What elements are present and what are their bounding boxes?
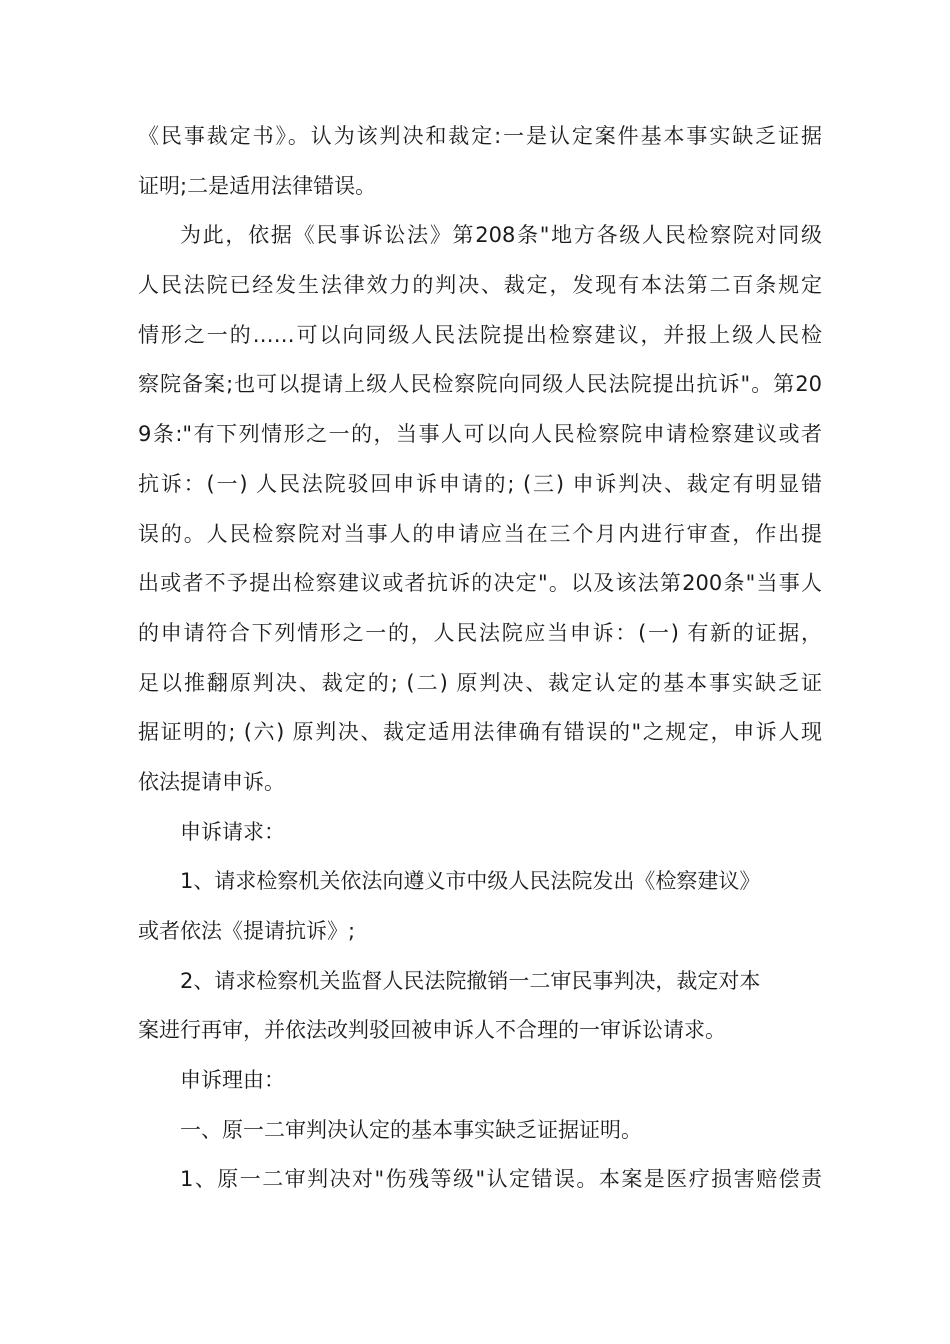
text-line: 出或者不予提出检察建议或者抗诉的决定"。以及该法第200条"当事人 [138,571,822,596]
text-line: 申诉请求： [180,819,285,844]
text-line: 1、原一二审判决对"伤残等级"认定错误。本案是医疗损害赔偿责 [180,1167,822,1192]
text-line: 为此，依据《民事诉讼法》第208条"地方各级人民检察院对同级 [180,223,822,248]
text-line: 足以推翻原判决、裁定的; (二) 原判决、裁定认定的基本事实缺乏证 [138,670,822,695]
text-line: 《民事裁定书》。认为该判决和裁定:一是认定案件基本事实缺乏证据 [138,124,822,148]
text-line: 2、请求检察机关监督人民法院撤销一二审民事判决，裁定对本 [180,968,761,993]
text-line: 误的。人民检察院对当事人的申请应当在三个月内进行审查，作出提 [138,521,822,546]
text-line: 1、请求检察机关依法向遵义市中级人民法院发出《检察建议》 [180,869,761,894]
document-body [138,112,822,1205]
text-line: 据证明的; (六) 原判决、裁定适用法律确有错误的"之规定，申诉人现 [138,720,822,745]
text-line: 察院备案;也可以提请上级人民检察院向同级人民法院提出抗诉"。第20 [138,372,822,397]
text-line: 或者依法《提请抗诉》; [138,919,356,943]
text-line: 人民法院已经发生法律效力的判决、裁定，发现有本法第二百条规定 [138,273,822,298]
text-line: 一、原一二审判决认定的基本事实缺乏证据证明。 [180,1117,642,1142]
text-line: 依法提请申诉。 [138,769,285,794]
text-line: 证明;二是适用法律错误。 [138,173,377,198]
text-line: 案进行再审，并依法改判驳回被申诉人不合理的一审诉讼请求。 [138,1018,726,1043]
text-line: 申诉理由： [180,1068,285,1093]
text-line: 9条:"有下列情形之一的，当事人可以向人民检察院申请检察建议或者 [138,422,822,447]
text-line: 抗诉：(一) 人民法院驳回申诉申请的; (三) 申诉判决、裁定有明显错 [138,471,822,496]
text-line: 情形之一的……可以向同级人民法院提出检察建议，并报上级人民检 [138,322,822,347]
text-line: 的申请符合下列情形之一的，人民法院应当申诉：(一) 有新的证据， [138,620,822,645]
